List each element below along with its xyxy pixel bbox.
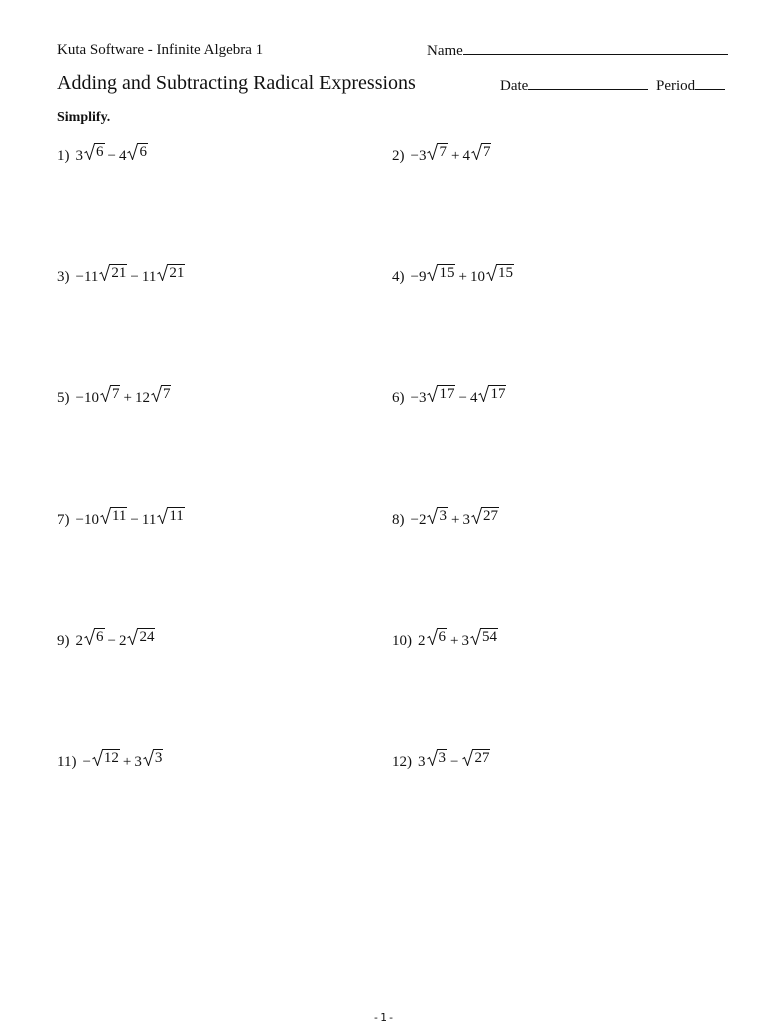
radical: [486, 264, 514, 281]
problem-item: [392, 264, 514, 286]
operator: +: [450, 633, 459, 649]
date-label: Date: [500, 78, 529, 94]
radicand: 3: [438, 750, 446, 766]
problem-item: [57, 749, 163, 771]
radicand: 27: [482, 508, 498, 524]
radicand: 7: [162, 386, 171, 402]
problem-number: 5): [57, 390, 70, 406]
coefficient: 3: [418, 754, 426, 770]
problem-item: [57, 143, 148, 165]
coefficient: −3: [410, 390, 427, 406]
coefficient: −: [82, 754, 91, 770]
problem-number: 11): [57, 754, 77, 770]
coefficient: 2: [118, 633, 127, 649]
radicand: 6: [438, 629, 446, 645]
radical: [478, 385, 506, 402]
problem-number: 9): [57, 633, 70, 649]
problem-item: [392, 385, 506, 407]
radicand: 15: [497, 265, 513, 281]
radicand: 11: [169, 508, 184, 524]
radical-sign-icon: [427, 628, 438, 645]
problem-item: [392, 749, 490, 771]
problem-number: 10): [392, 633, 412, 649]
radical-sign-icon: [157, 264, 168, 281]
radical: [84, 143, 105, 160]
name-field[interactable]: [427, 42, 728, 60]
radical-sign-icon: [471, 507, 482, 524]
operator: +: [450, 148, 460, 164]
coefficient: 4: [462, 148, 470, 164]
radical-sign-icon: [127, 628, 138, 645]
radical-sign-icon: [92, 749, 103, 766]
coefficient: 11: [141, 269, 157, 285]
radicand: 17: [490, 386, 506, 402]
problem-number: 2): [392, 148, 405, 164]
coefficient: 2: [418, 633, 426, 649]
coefficient: 11: [141, 512, 157, 528]
radical-sign-icon: [84, 628, 95, 645]
radical-sign-icon: [100, 507, 111, 524]
radicand: 24: [139, 629, 155, 645]
radical-sign-icon: [157, 507, 168, 524]
radicand: 21: [111, 265, 127, 281]
radical: [100, 385, 121, 402]
radicand: 6: [96, 144, 104, 160]
radicand: 12: [103, 750, 119, 766]
radicand: 7: [111, 386, 120, 402]
radicand: 11: [111, 508, 127, 524]
coefficient: 2: [75, 633, 83, 649]
operator: +: [450, 512, 460, 528]
operator: +: [123, 390, 132, 406]
period-field[interactable]: [656, 77, 725, 95]
page-title: Adding and Subtracting Radical Expressions: [57, 72, 416, 94]
radical-sign-icon: [143, 749, 154, 766]
problem-number: 4): [392, 269, 405, 285]
problem-number: 3): [57, 269, 70, 285]
coefficient: 3: [134, 754, 142, 770]
radical-sign-icon: [478, 385, 489, 402]
coefficient: −11: [75, 269, 99, 285]
radicand: 7: [482, 144, 491, 160]
problem-number: 6): [392, 390, 405, 406]
radical-sign-icon: [471, 143, 482, 160]
radical-sign-icon: [100, 385, 111, 402]
radical: [92, 749, 120, 766]
coefficient: 3: [462, 512, 470, 528]
radical: [100, 507, 127, 524]
radical-sign-icon: [470, 628, 481, 645]
radical: [470, 628, 498, 645]
period-blank[interactable]: [695, 77, 725, 90]
name-blank[interactable]: [463, 42, 728, 55]
problem-number: 12): [392, 754, 412, 770]
radicand: 54: [481, 629, 497, 645]
radical: [157, 507, 184, 524]
radicand: 21: [169, 265, 185, 281]
problem-number: 1): [57, 148, 70, 164]
radicand: 6: [96, 629, 104, 645]
radical-sign-icon: [427, 264, 438, 281]
operator: −: [458, 390, 467, 406]
coefficient: 12: [134, 390, 150, 406]
radical: [84, 628, 105, 645]
radicand: 7: [439, 144, 447, 160]
problem-item: [57, 628, 155, 650]
radical: [427, 385, 455, 402]
radicand: 3: [154, 750, 163, 766]
operator: −: [130, 512, 139, 528]
operator: +: [122, 754, 132, 770]
radicand: 17: [439, 386, 455, 402]
radical: [127, 628, 155, 645]
problem-number: 7): [57, 512, 70, 528]
radical: [427, 143, 448, 160]
radical: [471, 143, 492, 160]
radical: [427, 749, 448, 766]
radical-sign-icon: [99, 264, 110, 281]
radicand: 6: [139, 144, 147, 160]
radical: [99, 264, 127, 281]
coefficient: −10: [75, 390, 99, 406]
radical: [427, 264, 455, 281]
publisher-label: Kuta Software - Infinite Algebra 1: [57, 42, 264, 58]
radical: [151, 385, 172, 402]
instructions: Simplify.: [57, 110, 111, 125]
coefficient: −2: [410, 512, 427, 528]
radical: [427, 507, 448, 524]
coefficient: 10: [469, 269, 485, 285]
problem-item: [392, 143, 491, 165]
problem-item: [392, 628, 498, 650]
radical-sign-icon: [427, 749, 438, 766]
problem-number: 8): [392, 512, 405, 528]
problem-item: [57, 507, 185, 529]
period-label: Period: [656, 78, 696, 94]
date-blank[interactable]: [528, 77, 648, 90]
radical: [427, 628, 448, 645]
operator: −: [130, 269, 139, 285]
radical: [143, 749, 164, 766]
operator: −: [107, 633, 116, 649]
coefficient: 4: [118, 148, 127, 164]
radical: [462, 749, 490, 766]
problem-item: [57, 385, 171, 407]
name-label: Name: [427, 43, 463, 59]
coefficient: 3: [461, 633, 469, 649]
radical-sign-icon: [427, 143, 438, 160]
coefficient: 4: [469, 390, 478, 406]
radical-sign-icon: [427, 385, 438, 402]
radicand: 15: [439, 265, 455, 281]
radicand: 3: [439, 508, 447, 524]
coefficient: −3: [410, 148, 427, 164]
problem-item: [392, 507, 499, 529]
operator: −: [107, 148, 116, 164]
radical-sign-icon: [84, 143, 95, 160]
coefficient: 3: [75, 148, 83, 164]
operator: +: [458, 269, 467, 285]
date-field[interactable]: [500, 77, 648, 95]
radical-sign-icon: [427, 507, 438, 524]
radical: [471, 507, 499, 524]
page-number: -1-: [372, 1011, 396, 1024]
coefficient: −9: [410, 269, 427, 285]
radicand: 27: [474, 750, 490, 766]
radical: [157, 264, 185, 281]
operator: −: [450, 754, 459, 770]
radical-sign-icon: [127, 143, 138, 160]
radical: [127, 143, 148, 160]
coefficient: −10: [75, 512, 99, 528]
radical-sign-icon: [486, 264, 497, 281]
radical-sign-icon: [462, 749, 473, 766]
problem-item: [57, 264, 185, 286]
radical-sign-icon: [151, 385, 162, 402]
